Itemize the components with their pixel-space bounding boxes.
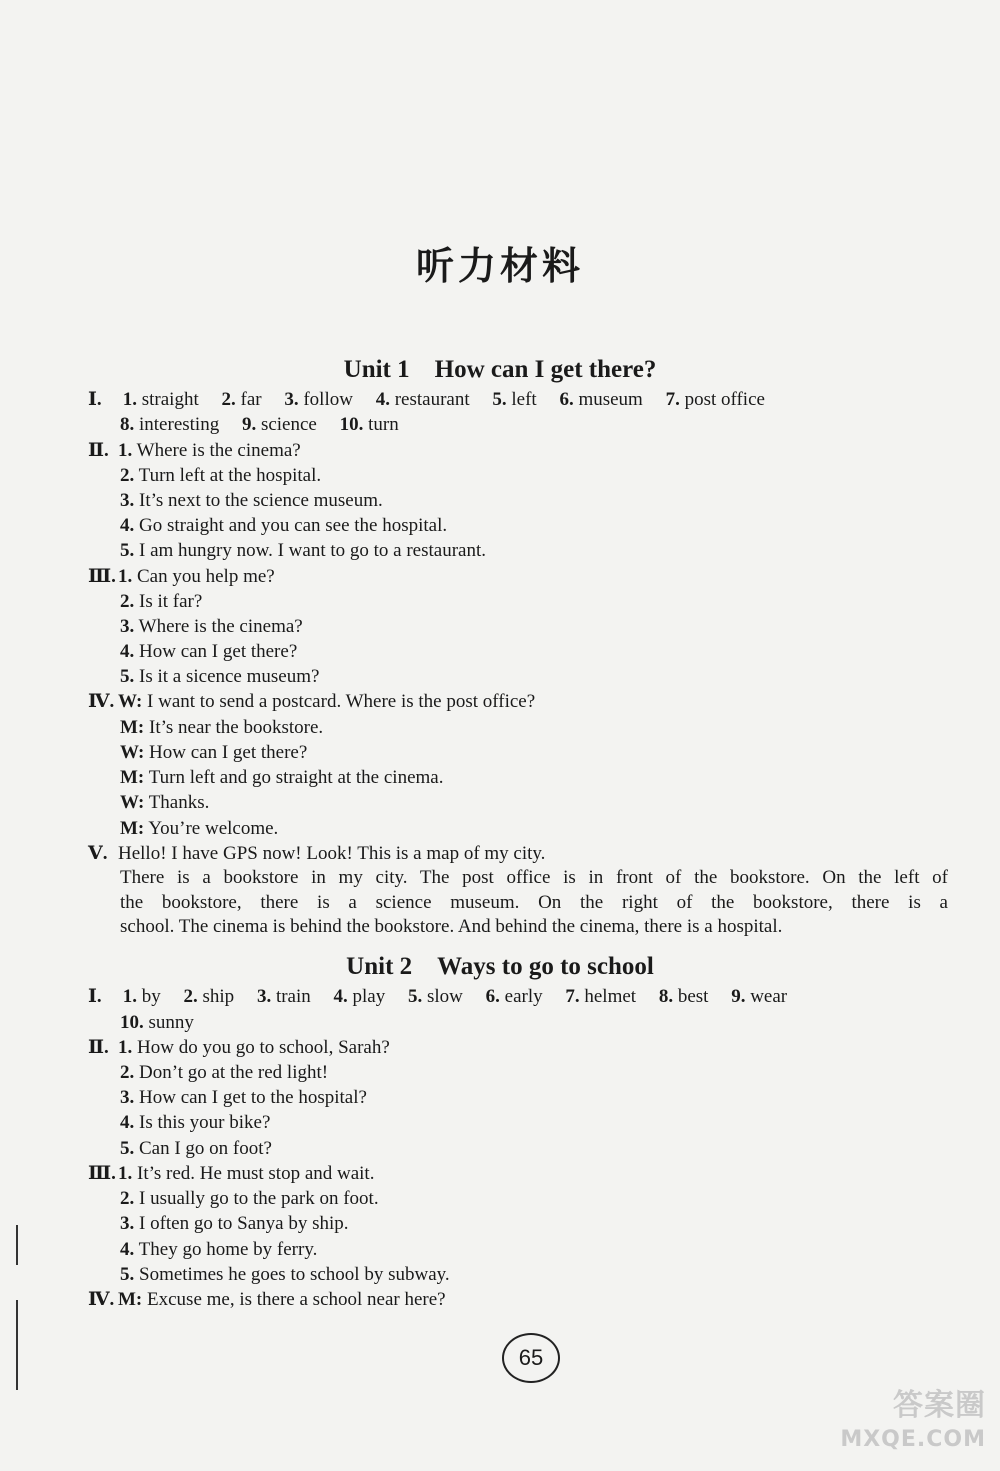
u1-s2-item-4: 4. Go straight and you can see the hospital.	[120, 515, 448, 536]
u1-s1-item-6: 6. museum	[559, 389, 643, 410]
u2-s1-item-9: 9. wear	[731, 986, 788, 1007]
u1-s4-turn-6: M: You’re welcome.	[120, 818, 279, 839]
page-number: 65	[502, 1333, 560, 1383]
u2-s2-item-3: 3. How can I get to the hospital?	[120, 1087, 367, 1108]
u2-s3-item-4: 4. They go home by ferry.	[120, 1239, 318, 1260]
u1-s1-item-1: 1. straight	[122, 389, 199, 410]
u2-s3-item-3: 3. I often go to Sanya by ship.	[120, 1213, 349, 1234]
u1-s1-item-5: 5. left	[492, 389, 537, 410]
u1-s2-item-5: 5. I am hungry now. I want to go to a restaurant.	[120, 540, 487, 561]
u2-s3-item-2: 2. I usually go to the park on foot.	[120, 1188, 379, 1209]
u1-s4-turn-1: Ⅳ. W: I want to send a postcard. Where is the post office?	[88, 691, 536, 712]
u1-s5-line-1: There is a bookstore in my city. The post office is in front of the bookstore. On the left of	[120, 867, 948, 888]
u2-s2-item-4: 4. Is this your bike?	[120, 1112, 271, 1133]
u1-s2-item-2: 2. Turn left at the hospital.	[120, 465, 322, 486]
u1-s1-item-8: 8. interesting	[120, 414, 220, 435]
u1-s1-roman: Ⅰ.	[88, 389, 102, 410]
u1-s1-item-9: 9. science	[241, 414, 317, 435]
watermark-logo: 答案圈 MXQE.COM	[840, 1388, 986, 1452]
u2-s1-item-1: 1. by	[122, 986, 161, 1007]
u1-s1-line1	[88, 388, 783, 412]
unit-1-title: Unit 1 How can I get there?	[343, 356, 657, 383]
u1-s3-item-5: 5. Is it a sicence museum?	[120, 666, 320, 687]
u1-s1-item-10: 10. turn	[339, 414, 399, 435]
u1-s4-turn-5: W: Thanks.	[120, 792, 210, 813]
u2-s1-item-7: 7. helmet	[565, 986, 637, 1007]
u2-s3-item-1: Ⅲ. 1. It’s red. He must stop and wait.	[88, 1163, 375, 1184]
u1-s2-item-3: 3. It’s next to the science museum.	[120, 490, 383, 511]
u1-s1-item-4: 4. restaurant	[375, 389, 470, 410]
u2-s4-turn-1: Ⅳ. M: Excuse me, is there a school near here?	[88, 1289, 446, 1310]
u1-s1-item-2: 2. far	[221, 389, 262, 410]
scan-edge-mark	[16, 1300, 18, 1390]
u2-s1-item-6: 6. early	[485, 986, 543, 1007]
scan-edge-mark	[16, 1225, 18, 1265]
u1-s3-item-2: 2. Is it far?	[120, 591, 203, 612]
u2-s1-item-2: 2. ship	[183, 986, 235, 1007]
u1-s3-item-3: 3. Where is the cinema?	[120, 616, 303, 637]
u1-s5-first-line: Ⅴ. Hello! I have GPS now! Look! This is a map of my city.	[88, 843, 546, 864]
u2-s2-item-2: 2. Don’t go at the red light!	[120, 1062, 329, 1083]
u2-s2-item-5: 5. Can I go on foot?	[120, 1138, 272, 1159]
u1-s3-item-1: Ⅲ. 1. Can you help me?	[88, 566, 275, 587]
u2-s1-item-8: 8. best	[658, 986, 709, 1007]
u2-s1-item-3: 3. train	[256, 986, 311, 1007]
u2-s1-item-5: 5. slow	[407, 986, 463, 1007]
u2-s1-item-10: 10. sunny	[120, 1012, 194, 1033]
u2-s1-line1: Ⅰ. 1. by 2. ship 3. train 4. play 5. slow 6. early 7. helmet 8. best 9. wear	[88, 986, 788, 1007]
u1-s4-turn-2: M: It’s near the bookstore.	[120, 717, 324, 738]
u1-s2-item-1: Ⅱ. 1. Where is the cinema?	[88, 440, 301, 461]
u1-s3-item-4: 4. How can I get there?	[120, 641, 298, 662]
page-title: 听力材料	[415, 243, 584, 288]
u2-s1-line2	[120, 1011, 212, 1035]
u1-s1-item-7: 7. post office	[665, 389, 765, 410]
u1-s1-item-3: 3. follow	[284, 389, 353, 410]
u2-s3-item-5: 5. Sometimes he goes to school by subway.	[120, 1264, 450, 1285]
u1-s5-line-2: the bookstore, there is a science museum. On the right of the bookstore, there is a	[120, 892, 948, 913]
u1-s5-line-3: school. The cinema is behind the bookstore. And behind the cinema, there is a hospital.	[120, 916, 783, 937]
u1-s1-line2	[120, 413, 417, 437]
u2-s2-item-1: Ⅱ. 1. How do you go to school, Sarah?	[88, 1037, 390, 1058]
u1-s4-turn-3: W: How can I get there?	[120, 742, 308, 763]
u2-s1-item-4: 4. play	[333, 986, 386, 1007]
u1-s4-turn-4: M: Turn left and go straight at the cinema.	[120, 767, 444, 788]
unit-2-title: Unit 2 Ways to go to school	[346, 953, 654, 980]
